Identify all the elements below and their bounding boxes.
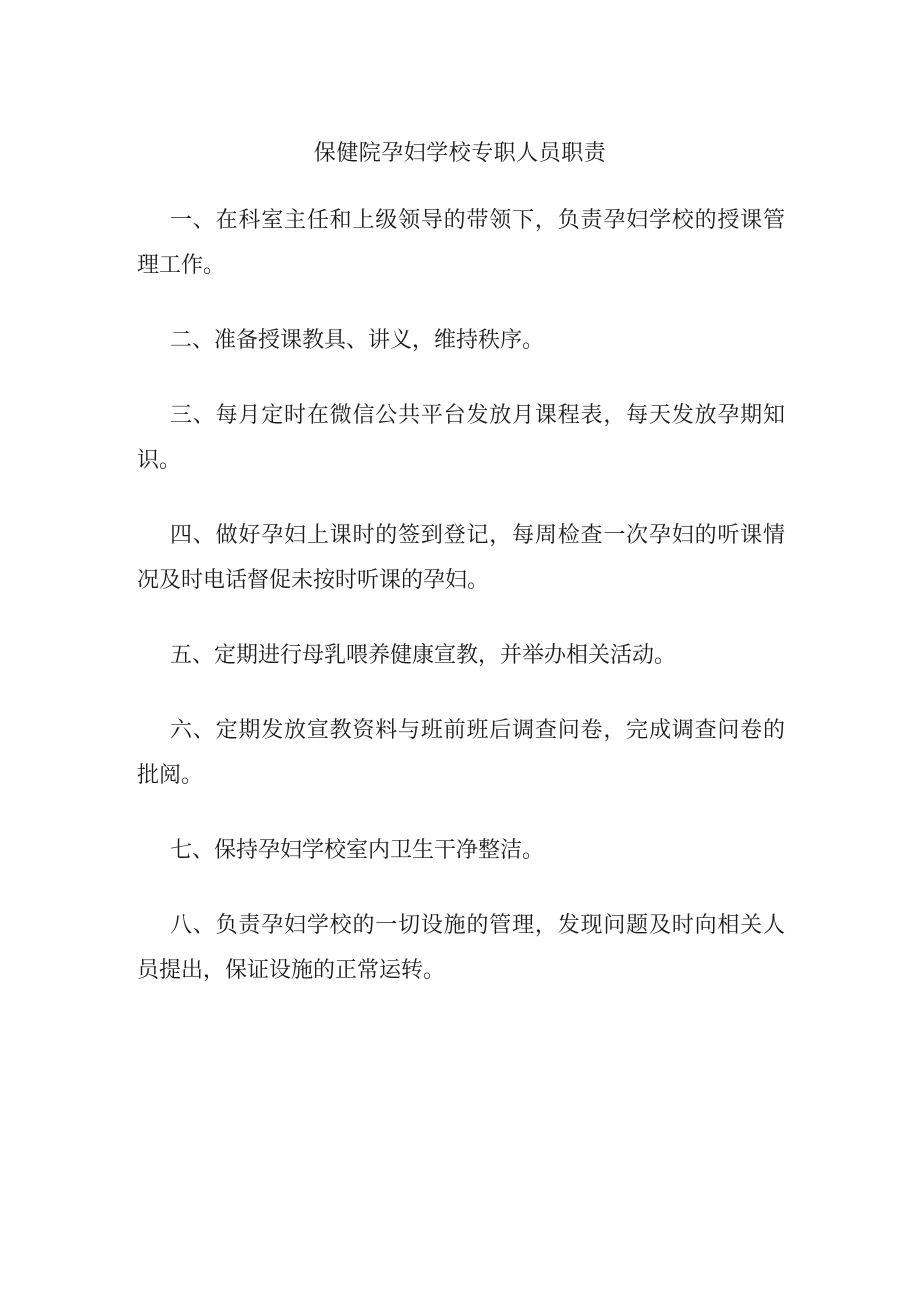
duty-item-3: 三、每月定时在微信公共平台发放月课程表，每天发放孕期知识。 bbox=[137, 403, 785, 473]
document-body bbox=[137, 198, 785, 1023]
duty-item-4: 四、做好孕妇上课时的签到登记，每周检查一次孕妇的听课情况及时电话督促未按时听课的孕妇。 bbox=[137, 523, 785, 593]
duty-item-6: 六、定期发放宣教资料与班前班后调查问卷，完成调查问卷的批阅。 bbox=[137, 718, 785, 788]
duty-item-2: 二、准备授课教具、讲义，维持秩序。 bbox=[170, 328, 545, 353]
duty-item-7: 七、保持孕妇学校室内卫生干净整洁。 bbox=[170, 838, 545, 863]
duty-item-1: 一、在科室主任和上级领导的带领下，负责孕妇学校的授课管理工作。 bbox=[137, 208, 785, 278]
duty-item-8: 八、负责孕妇学校的一切设施的管理，发现问题及时向相关人员提出，保证设施的正常运转。 bbox=[137, 913, 785, 983]
duty-item-5: 五、定期进行母乳喂养健康宣教，并举办相关活动。 bbox=[170, 643, 677, 668]
document-title: 保健院孕妇学校专职人员职责 bbox=[313, 141, 607, 166]
